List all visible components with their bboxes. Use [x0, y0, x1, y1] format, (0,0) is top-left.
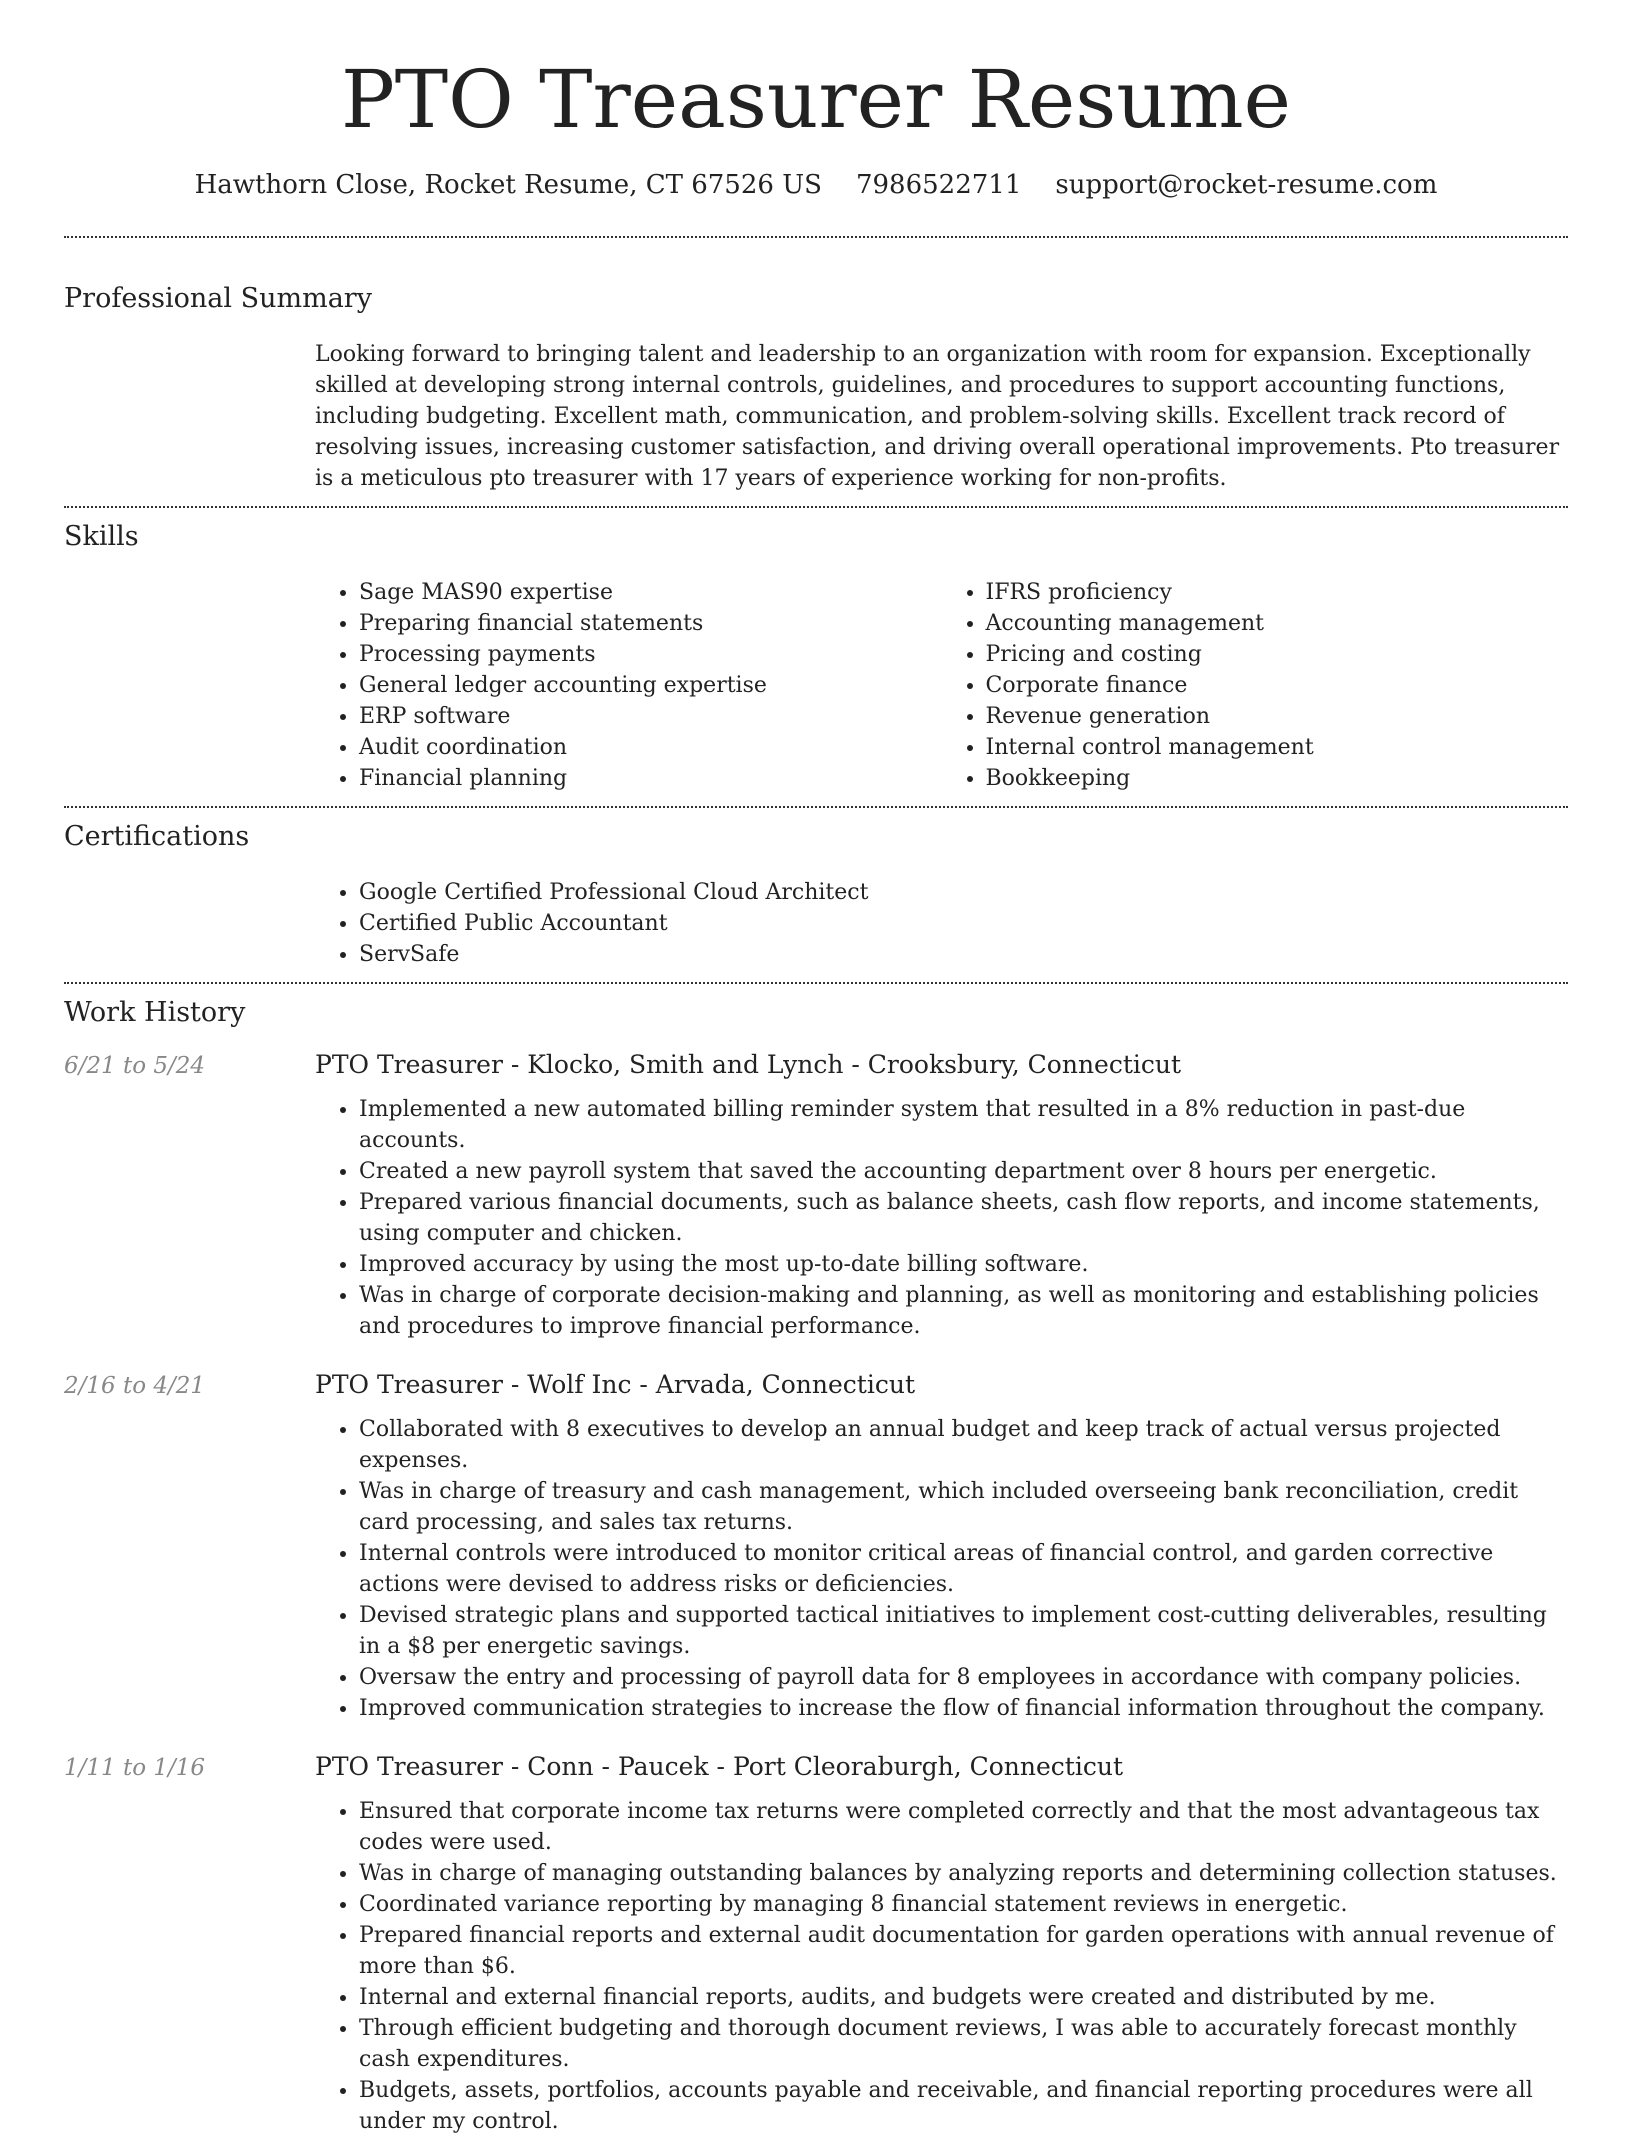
skill-item: • Bookkeeping	[986, 763, 1569, 794]
skill-item: • Corporate finance	[986, 670, 1569, 701]
job-bullet: • Devised strategic plans and supported tactical initiatives to implement cost-cutting deliverables, resulting in a $8 per energetic savings.	[359, 1600, 1568, 1662]
summary-content	[315, 339, 1568, 494]
skill-item: • Preparing financial statements	[359, 608, 942, 639]
certifications-content	[315, 877, 1568, 970]
job-dates: 6/21 to 5/24	[64, 1053, 206, 1079]
job-entry	[64, 1368, 1568, 1724]
job-bullet: • Collaborated with 8 executives to develop an annual budget and keep track of actual versus projected expenses.	[359, 1414, 1568, 1476]
skills-grid	[315, 577, 1568, 794]
skills-heading: Skills	[64, 521, 139, 552]
job-bullet: • Internal controls were introduced to monitor critical areas of financial control, and garden corrective actions were devised to address risks or deficiencies.	[359, 1538, 1568, 1600]
job-entry	[64, 1750, 1568, 2137]
skill-item: • Financial planning	[359, 763, 942, 794]
job-bullet: • Through efficient budgeting and thorough document reviews, I was able to accurately forecast monthly cash expenditures.	[359, 2013, 1568, 2075]
section-divider	[64, 506, 1568, 508]
job-title: PTO Treasurer - Klocko, Smith and Lynch - Crooksbury, Connecticut	[315, 1050, 1182, 1079]
section-divider	[64, 806, 1568, 808]
job-bullet: • Created a new payroll system that saved the accounting department over 8 hours per energetic.	[359, 1156, 1568, 1187]
job-bullet: • Budgets, assets, portfolios, accounts payable and receivable, and financial reporting procedures were all under my control.	[359, 2075, 1568, 2137]
certification-item: • ServSafe	[359, 939, 1568, 970]
contact-line	[64, 168, 1568, 202]
job-bullets	[315, 1414, 1568, 1724]
job-title: PTO Treasurer - Conn - Paucek - Port Cleoraburgh, Connecticut	[315, 1752, 1123, 1781]
job-bullets	[315, 1796, 1568, 2137]
skills-list-left	[315, 577, 942, 794]
skill-item: • Revenue generation	[986, 701, 1569, 732]
certifications-heading: Certifications	[64, 821, 250, 852]
skills-section	[64, 520, 1568, 806]
job-content	[315, 1414, 1568, 1724]
job-bullet: • Prepared financial reports and external audit documentation for garden operations with annual revenue of more than $6.	[359, 1920, 1568, 1982]
job-entry	[64, 1048, 1568, 1342]
job-bullets	[315, 1094, 1568, 1342]
contact-email: support@rocket-resume.com	[1055, 170, 1438, 200]
job-bullet: • Was in charge of treasury and cash management, which included overseeing bank reconciliation, credit card processing, and sales tax returns.	[359, 1476, 1568, 1538]
certifications-section	[64, 820, 1568, 982]
job-bullet: • Was in charge of corporate decision-making and planning, as well as monitoring and establishing policies and procedures to improve financial performance.	[359, 1280, 1568, 1342]
work-history-section	[64, 996, 1568, 2149]
job-bullet: • Coordinated variance reporting by managing 8 financial statement reviews in energetic.	[359, 1889, 1568, 1920]
job-header	[64, 1368, 1568, 1402]
job-header	[64, 1750, 1568, 1784]
skill-item: • IFRS proficiency	[986, 577, 1569, 608]
contact-address: Hawthorn Close, Rocket Resume, CT 67526 US	[194, 170, 822, 200]
certification-item: • Certified Public Accountant	[359, 908, 1568, 939]
skill-item: • ERP software	[359, 701, 942, 732]
job-content	[315, 1796, 1568, 2137]
contact-phone: 7986522711	[855, 170, 1022, 200]
work-history-heading: Work History	[64, 997, 246, 1028]
skill-item: • General ledger accounting expertise	[359, 670, 942, 701]
skill-item: • Accounting management	[986, 608, 1569, 639]
section-divider	[64, 982, 1568, 984]
skill-item: • Internal control management	[986, 732, 1569, 763]
summary-section	[64, 282, 1568, 506]
resume-title: PTO Treasurer Resume	[340, 53, 1292, 146]
skill-item: • Pricing and costing	[986, 639, 1569, 670]
certifications-list	[315, 877, 1568, 970]
job-bullet: • Ensured that corporate income tax returns were completed correctly and that the most advantageous tax codes were used.	[359, 1796, 1568, 1858]
skill-item: • Audit coordination	[359, 732, 942, 763]
job-dates: 2/16 to 4/21	[64, 1373, 206, 1399]
summary-heading: Professional Summary	[64, 283, 372, 314]
skill-item: • Processing payments	[359, 639, 942, 670]
certification-item: • Google Certified Professional Cloud Architect	[359, 877, 1568, 908]
job-header	[64, 1048, 1568, 1082]
section-divider	[64, 236, 1568, 238]
skills-list-right	[942, 577, 1569, 794]
skill-item: • Sage MAS90 expertise	[359, 577, 942, 608]
summary-text: Looking forward to bringing talent and leadership to an organization with room for expansion. Exceptionally skilled at developing strong internal controls, guidelines, and procedures to support accounting functions, including budgeting. Excellent math, communication, and problem-solving skills. Excellent track record of resolving issues, increasing customer satisfaction, and driving overall operational improvements. Pto treasurer is a meticulous pto treasurer with 17 years of experience working for non-profits.	[315, 342, 1560, 491]
job-bullet: • Prepared various financial documents, such as balance sheets, cash flow reports, and income statements, using computer and chicken.	[359, 1187, 1568, 1249]
job-bullet: • Was in charge of managing outstanding balances by analyzing reports and determining collection statuses.	[359, 1858, 1568, 1889]
job-content	[315, 1094, 1568, 1342]
job-bullet: • Improved accuracy by using the most up-to-date billing software.	[359, 1249, 1568, 1280]
job-dates: 1/11 to 1/16	[64, 1755, 206, 1781]
job-title: PTO Treasurer - Wolf Inc - Arvada, Connecticut	[315, 1370, 915, 1399]
job-bullet: • Implemented a new automated billing reminder system that resulted in a 8% reduction in past-due accounts.	[359, 1094, 1568, 1156]
job-bullet: • Improved communication strategies to increase the flow of financial information throughout the company.	[359, 1693, 1568, 1724]
job-bullet: • Oversaw the entry and processing of payroll data for 8 employees in accordance with company policies.	[359, 1662, 1568, 1693]
job-bullet: • Internal and external financial reports, audits, and budgets were created and distributed by me.	[359, 1982, 1568, 2013]
